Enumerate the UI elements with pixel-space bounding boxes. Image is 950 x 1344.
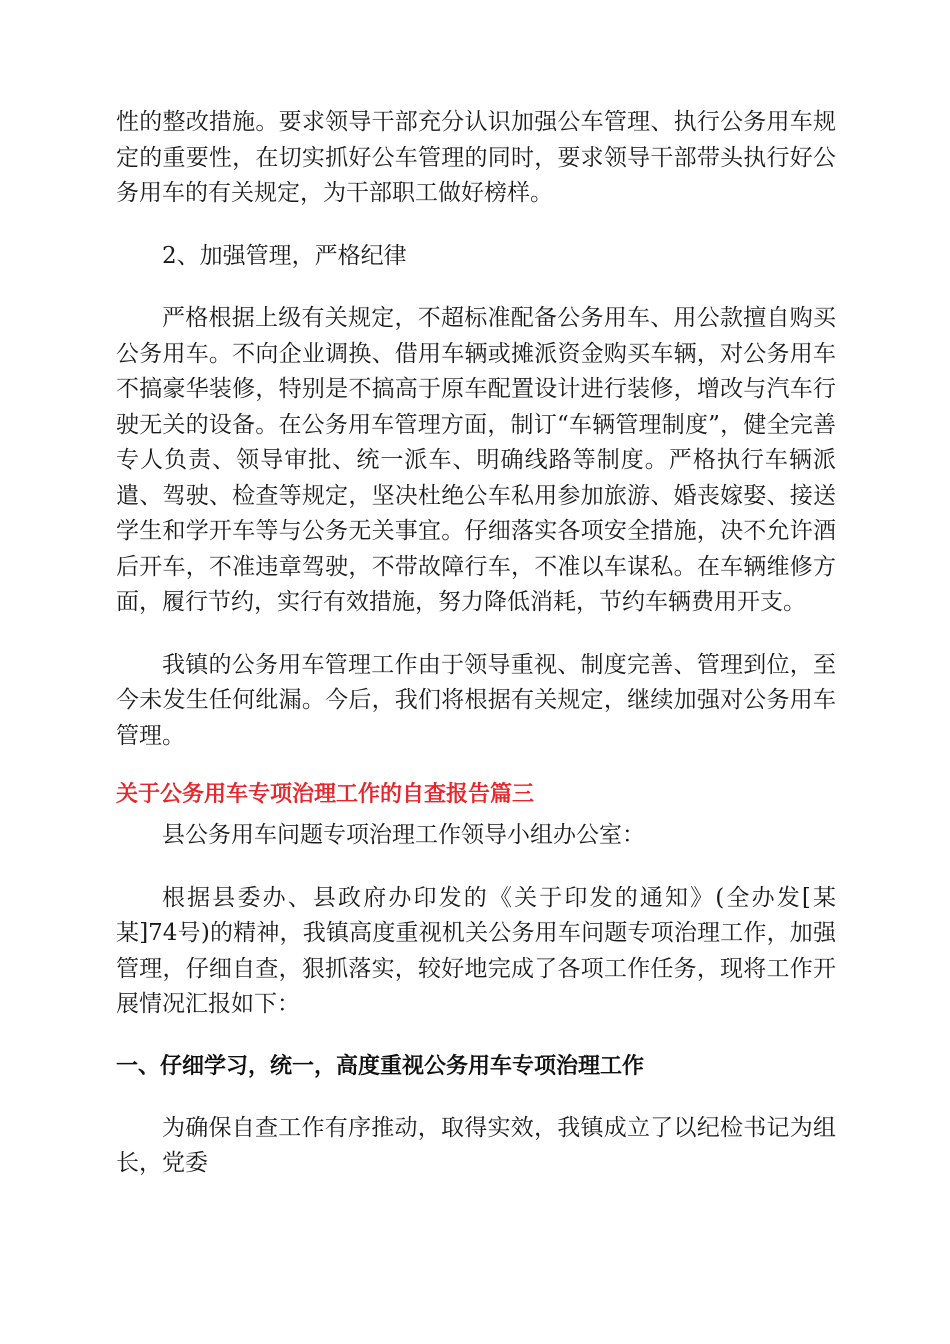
- paragraph-addressee: 县公务用车问题专项治理工作领导小组办公室：: [162, 822, 645, 848]
- paragraph-self-check: 为确保自查工作有序推动，取得实效，我镇成立了以纪检书记为组长，党委: [116, 1114, 836, 1176]
- subheading-strengthen-management: 2、加强管理，严格纪律: [162, 242, 407, 269]
- paragraph-strict-rules: 严格根据上级有关规定，不超标准配备公务用车、用公款擅自购买公务用车。不向企业调换、借用车辆或摊派资金购买车辆，对公务用车不搞豪华装修，特别是不搞高于原车配置设计进行装修，增改与汽车行驶无关的设备。在公务用车管理方面，制订“车辆管理制度”，健全完善专人负责、领导审批、统一派车、明确线路等制度。严格执行车辆派遣、驾驶、检查等规定，坚决杜绝公车私用参加旅游、婚丧嫁娶、接送学生和学开车等与公务无关事宜。仔细落实各项安全措施，决不允许酒后开车，不准违章驾驶，不带故障行车，不准以车谋私。在车辆维修方面，履行节约，实行有效措施，努力降低消耗，节约车辆费用开支。: [116, 305, 836, 615]
- section-title: 关于公务用车专项治理工作的自查报告篇三: [116, 782, 535, 807]
- paragraph-continuation: 性的整改措施。要求领导干部充分认识加强公车管理、执行公务用车规定的重要性，在切实抓好公车管理的同时，要求领导干部带头执行好公务用车的有关规定，为干部职工做好榜样。: [116, 109, 836, 206]
- document-body: [116, 105, 836, 1182]
- paragraph-summary: 我镇的公务用车管理工作由于领导重视、制度完善、管理到位，至今未发生任何纰漏。今后，我们将根据有关规定，继续加强对公务用车管理。: [116, 651, 836, 749]
- heading-part-one: 一、仔细学习，统一，高度重视公务用车专项治理工作: [116, 1053, 645, 1079]
- paragraph-intro: 根据县委办、县政府办印发的《关于印发的通知》(全办发[某某]74号)的精神，我镇高度重视机关公务用车问题专项治理工作，加强管理，仔细自查，狠抓落实，较好地完成了各项工作任务，现将工作开展情况汇报如下：: [116, 884, 836, 1017]
